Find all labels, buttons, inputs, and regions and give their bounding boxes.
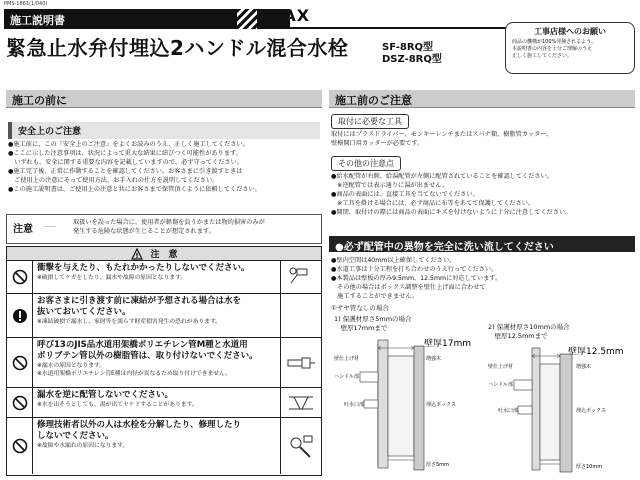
notice-text	[512, 39, 628, 60]
svg-text:!: !	[135, 252, 139, 260]
other-notes-text	[331, 172, 571, 217]
caution-main: ポリブテン管以外の樹脂管は、取り付けないでください。	[37, 351, 258, 361]
caution-line: 取扱いを誤った場合に、使用者が軽傷を負うかまたは物的損害のみが	[73, 219, 265, 226]
caution-main: しないでください。	[37, 431, 114, 441]
caution-row	[7, 294, 321, 338]
reverse-piping-illustration-icon	[281, 388, 321, 417]
figure2-label: ハンドル部	[488, 382, 514, 388]
other-note-line: ●商品の表面には、直接工具を当てないでください。	[331, 191, 479, 198]
header-label: 施工説明書	[4, 9, 290, 29]
figure1-label: 吐水口部	[344, 402, 365, 408]
figure2-label: 壁仕上げ材	[488, 364, 514, 370]
caution-main: 衝撃を与えたり、もたれかかったりしないでください。	[37, 263, 250, 273]
model-list	[382, 42, 442, 66]
figure1-caption-line: 1) 保護材厚さ5mmの場合	[334, 315, 412, 323]
caution-table-header	[7, 247, 321, 261]
caution-row	[7, 338, 321, 388]
pipe-fitting-illustration-icon	[281, 338, 321, 387]
figure1-caption	[334, 315, 412, 333]
caution-line: 発生する危険な状態が生じることが想定されます。	[73, 228, 215, 235]
caution-sub: ※凍結破損で漏水し、家財等を濡らす財産損害発生の恐れがあります。	[37, 319, 222, 325]
figure2-caption-line: 2) 保護材厚さ10mmの場合	[488, 323, 570, 331]
prohibited-icon	[7, 418, 33, 474]
safety-line: ●施工完了後、正常に作動することを確認してください。お客さまに引き渡すときは	[8, 168, 243, 175]
tools-text	[331, 130, 552, 148]
tools-line: 取付にはプラスドライバー、モンキーレンチまたはスパナ類、樹脂管カッター、	[331, 131, 553, 138]
mandatory-icon	[7, 294, 33, 337]
flush-piping-heading: ●必ず配管中の異物を完全に洗い流してください	[329, 236, 635, 252]
figure2-wall-diagram	[484, 344, 634, 478]
prohibited-icon	[7, 338, 33, 387]
caution-text	[73, 218, 265, 236]
figure2-caption-line: 壁厚12.5mmまで	[488, 332, 548, 340]
section-pre-install-notes: 施工前のご注意	[329, 90, 635, 108]
other-note-line: ※逆配管では表示通りに湯が出ません。	[331, 182, 448, 189]
caution-main: お客さまに引き渡す前に凍結が予想される場合は水を	[37, 296, 242, 306]
figure-section-title: ①サヤ管なしの場合	[331, 304, 389, 312]
wall-note-line: ●水道工事は十分工程を打ち合わせのうえ行ってください。	[331, 266, 498, 273]
caution-dots: ……	[44, 222, 56, 229]
figure1-label: 増強木	[426, 356, 442, 362]
figure2-label: 埋込ボックス	[576, 408, 606, 414]
caution-sub: ※漏水の原因となります。	[37, 363, 106, 369]
prohibited-icon	[7, 261, 33, 293]
other-note-line: ●開閉、取付けの際には商品の表面にキズを付けないように十分に注意してください。	[331, 209, 572, 216]
other-note-line: ※工具を掛ける場合には、必ず商品に布等をあてて保護してください。	[331, 200, 535, 207]
figure1-label: 埋込ボックス	[426, 402, 456, 408]
figure1-wall-panel	[378, 340, 388, 468]
figure1-dimension: 壁厚17mm	[424, 339, 471, 349]
figure1-label: 厚さ5mm	[426, 462, 449, 468]
figure1-label: 壁仕上げ材	[334, 356, 360, 362]
figure1-label: ハンドル部	[334, 374, 360, 380]
caution-sub: ※破損してケガをしたり、漏水や故障の原因となります。	[37, 275, 187, 281]
notice-title: 工事店様へのお願い	[534, 27, 606, 36]
disassembly-illustration-icon	[281, 418, 321, 474]
page-title: 緊急止水弁付埋込2ハンドル混合水栓	[6, 36, 349, 60]
wall-note-line: その他の場合はボックス調整を壁仕上げ面に合わせて	[331, 284, 486, 291]
brand-logo: INAX	[262, 6, 311, 25]
figure2-dimension: 壁厚12.5mm	[568, 347, 624, 357]
figure1-wall-diagram	[330, 336, 480, 478]
model-name: SF-8RQ型	[382, 42, 434, 53]
other-notes-heading: その他の注意点	[331, 156, 401, 171]
tools-heading: 取付に必要な工具	[331, 114, 409, 129]
faucet-impact-illustration-icon	[281, 261, 321, 293]
caution-label: 注意	[13, 224, 33, 235]
caution-main: 抜いておいてください。	[37, 307, 131, 317]
figure1-caption-line: 壁厚17mmまで	[334, 324, 388, 332]
caution-main: 漏水を逆に配管しないでください。	[37, 390, 174, 400]
figure2-stud	[560, 354, 572, 472]
warning-triangle-icon	[131, 248, 143, 260]
figure1-handle	[360, 372, 378, 382]
model-name: DSZ-8RQ型	[382, 54, 442, 65]
safety-line: いずれも、安全に関する重要な内容を記載していますので、必ず守ってください。	[8, 159, 243, 166]
figure2-label: 厚さ10mm	[576, 464, 603, 470]
prohibited-icon	[7, 388, 33, 417]
wall-note-line: ●壁内空間は40mm以上確保してください。	[331, 257, 456, 264]
document-code: PMS-1861(1/040)	[4, 1, 48, 7]
caution-row	[7, 388, 321, 418]
figure1-embed-box	[388, 356, 414, 456]
caution-sub: ※水を出そうとしても、湯が出てヤケドすることがあります。	[37, 402, 198, 408]
caution-table-title: 注 意	[150, 250, 178, 260]
figure2-label: 吐水口部	[498, 408, 519, 414]
caution-table	[6, 246, 322, 476]
notice-line: 本説明書の内容を十分ご理解のうえ	[512, 46, 593, 52]
safety-heading: 安全上のご注意	[8, 122, 320, 139]
figure1-spout	[364, 400, 378, 408]
caution-sub: ※故障や水漏れの原因になります。	[37, 443, 129, 449]
figure2-caption	[488, 323, 570, 341]
safety-text	[8, 140, 261, 194]
caution-definition	[6, 214, 322, 244]
section-before-install: 施工の前に	[6, 90, 322, 108]
other-note-line: ●給水配管が右側、給湯配管が左側に配管されていることを確認してください。	[331, 173, 553, 180]
caution-sub: ※水道用架橋ポリエチレン管E種は内径が異なるため取り付けできません。	[37, 371, 231, 377]
caution-main: 修理技術者以外の人は水栓を分解したり、修理したり	[37, 420, 242, 430]
safety-line: ご使用上の注意にそって使用方法、お手入れの仕方を説明してください。	[8, 177, 219, 184]
notice-line: 商品の機構が100%発揮されるよう、	[512, 39, 597, 45]
figure2-wall-panel	[532, 348, 540, 470]
caution-row	[7, 418, 321, 474]
wall-note-line: ●本製品は壁板の厚み9.5mm、12.5mmに対応しています。	[331, 275, 502, 282]
caution-row	[7, 261, 321, 294]
safety-line: ●施工前に、この『安全上のご注意』をよくお読みのうえ、正しく施工してください。	[8, 141, 249, 148]
header-stripe	[237, 9, 257, 29]
safety-line: ●ここに示した注意事項は、状況によって重大な結果に結びつく可能性があります。	[8, 150, 242, 157]
figure2-embed-box	[540, 364, 560, 460]
tools-line: 壁模開口用カッターが必要です。	[331, 140, 424, 147]
figure1-stud	[414, 346, 424, 470]
installer-notice	[505, 22, 635, 74]
figure2-handle	[514, 380, 532, 390]
wall-note-line: 施工することができません。	[331, 293, 418, 300]
wall-notes-text	[331, 256, 501, 301]
safety-line: ●この施工説明書は、ご使用上の注意と共にお客さまで保管頂くように依頼してください。	[8, 186, 261, 193]
caution-main: 呼び13のJIS品水道用架橋ポリエチレン管M種と水道用	[37, 340, 248, 350]
notice-line: 正しく施工してください。	[512, 53, 573, 59]
figure2-label: 増強木	[576, 364, 592, 370]
figure2-spout	[518, 406, 532, 414]
